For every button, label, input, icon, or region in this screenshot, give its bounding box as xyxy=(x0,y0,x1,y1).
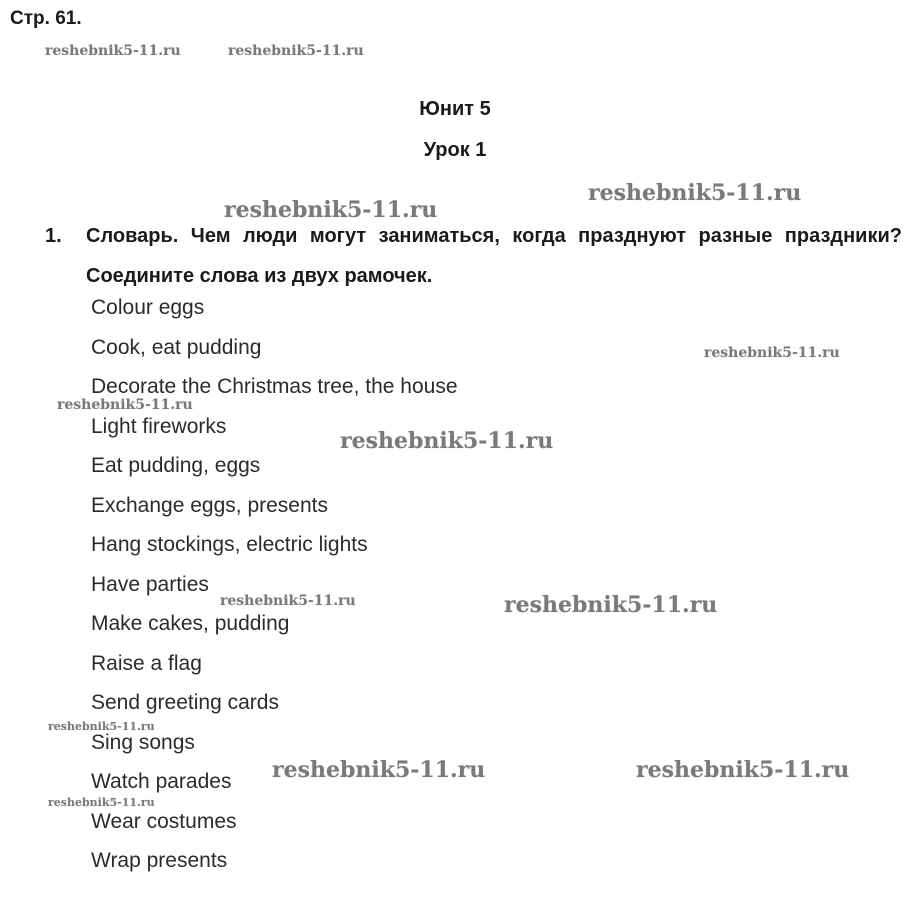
exercise-instruction: Словарь. Чем люди могут заниматься, когда празднуют разные праздники? Соедините слова из двух рамочек. xyxy=(86,225,902,287)
watermark: reshebnik5-11.ru xyxy=(224,197,438,223)
watermark: reshebnik5-11.ru xyxy=(220,593,356,609)
watermark: reshebnik5-11.ru xyxy=(57,397,193,413)
list-item: Have parties xyxy=(91,572,209,596)
watermark: reshebnik5-11.ru xyxy=(272,757,486,783)
watermark: reshebnik5-11.ru xyxy=(704,345,840,361)
activity-list xyxy=(91,288,458,881)
list-item: Raise a flag xyxy=(91,651,202,675)
list-item: Watch parades xyxy=(91,770,232,793)
watermark: reshebnik5-11.ru xyxy=(588,180,802,206)
unit-title: Юнит 5 xyxy=(419,98,491,120)
list-item: Exchange eggs, presents xyxy=(91,493,328,517)
list-item: Decorate the Christmas tree, the house xyxy=(91,375,458,398)
list-item: Cook, eat pudding xyxy=(91,335,262,359)
list-item: Eat pudding, eggs xyxy=(91,454,261,477)
list-item: Send greeting cards xyxy=(91,691,279,714)
list-item: Hang stockings, electric lights xyxy=(91,533,368,556)
watermark: reshebnik5-11.ru xyxy=(504,592,718,618)
page-number: Стр. 61. xyxy=(10,8,82,29)
exercise xyxy=(45,216,902,296)
list-item: Sing songs xyxy=(91,730,195,754)
list-item: Wrap presents xyxy=(91,849,228,872)
watermark: reshebnik5-11.ru xyxy=(48,720,155,733)
watermark: reshebnik5-11.ru xyxy=(228,43,364,59)
watermark: reshebnik5-11.ru xyxy=(48,796,155,809)
list-item: Light fireworks xyxy=(91,414,227,438)
watermark: reshebnik5-11.ru xyxy=(45,43,181,59)
lesson-title: Урок 1 xyxy=(423,139,487,161)
exercise-number: 1. xyxy=(45,225,62,247)
list-item: Colour eggs xyxy=(91,296,205,319)
watermark: reshebnik5-11.ru xyxy=(340,428,554,454)
watermark: reshebnik5-11.ru xyxy=(636,757,850,783)
list-item: Wear costumes xyxy=(91,809,237,833)
list-item: Make cakes, pudding xyxy=(91,612,290,635)
